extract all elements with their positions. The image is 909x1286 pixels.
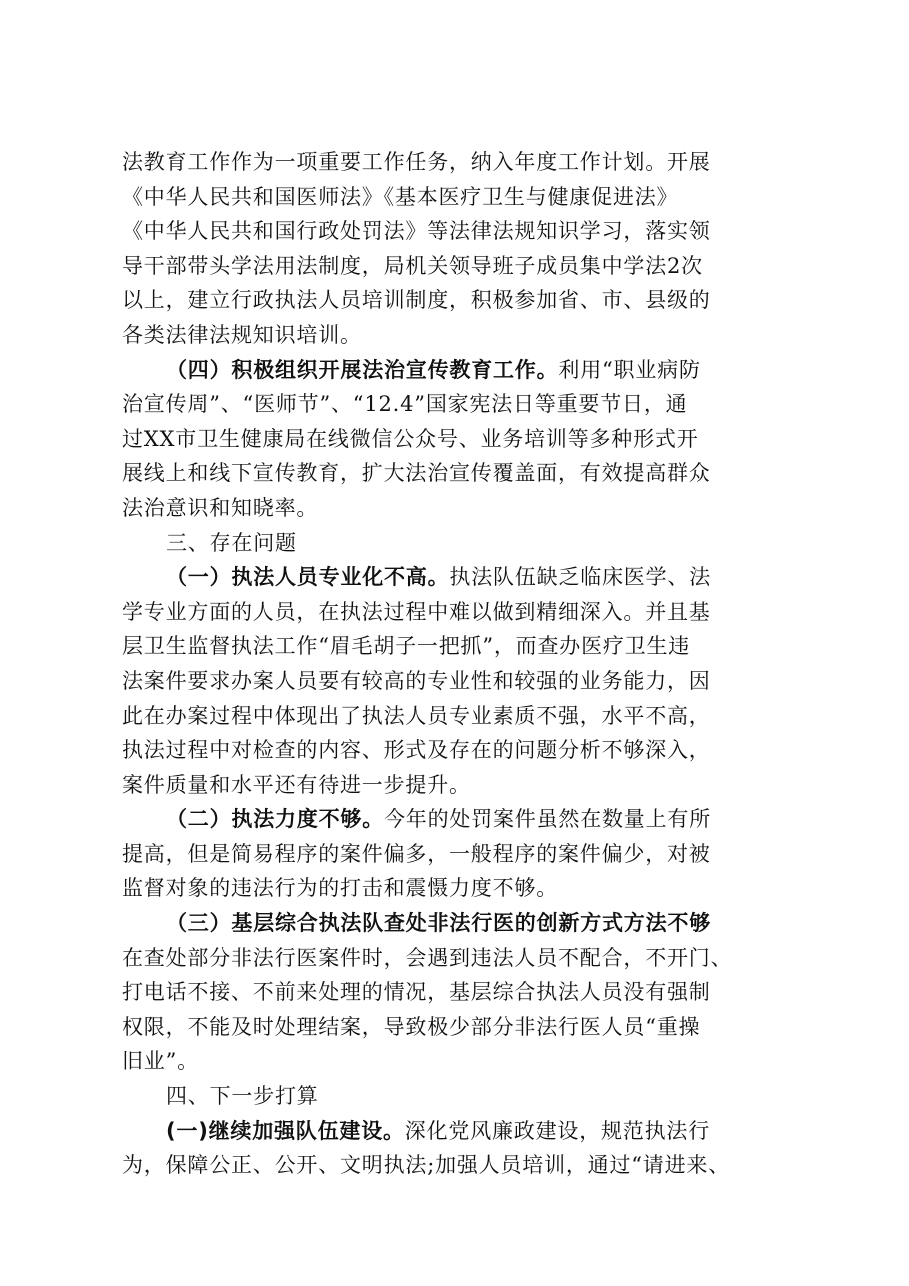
text-line <box>122 871 800 906</box>
text-segment: 导干部带头学法用法制度，局机关领导班子成员集中学法2次 <box>122 253 703 278</box>
text-line <box>122 560 800 595</box>
text-segment: 案件质量和水平还有待进一步提升。 <box>122 772 471 797</box>
document-body <box>122 145 800 1183</box>
text-line <box>122 145 800 180</box>
text-line <box>122 249 800 284</box>
paragraph-lead: （一）执法人员专业化不高。 <box>166 565 450 590</box>
text-segment: 各类法律法规知识培训。 <box>122 322 362 347</box>
text-segment: 执法队伍缺乏临床医学、法 <box>449 565 712 590</box>
text-segment: 《中华人民共和国行政处罚法》等法律法规知识学习，落实领 <box>122 219 711 244</box>
text-segment: 监督对象的违法行为的打击和震慑力度不够。 <box>122 876 558 901</box>
text-line <box>122 491 800 526</box>
text-segment: 权限，不能及时处理结案，导致极少部分非法行医人员“重操 <box>122 1014 701 1039</box>
text-segment: 三、存在问题 <box>166 530 297 555</box>
paragraph-lead: （二）执法力度不够。 <box>166 807 384 832</box>
text-segment: 执法过程中对检查的内容、形式及存在的问题分析不够深入， <box>122 738 711 763</box>
text-line <box>122 768 800 803</box>
text-segment: 法教育工作作为一项重要工作任务，纳入年度工作计划。开展 <box>122 150 711 174</box>
text-line <box>122 180 800 215</box>
text-line <box>122 837 800 872</box>
text-segment: 以上，建立行政执法人员培训制度，积极参加省、市、县级的 <box>122 288 711 313</box>
text-line <box>122 1044 800 1079</box>
text-line <box>122 1010 800 1045</box>
text-segment: 法治意识和知晓率。 <box>122 495 319 520</box>
text-line <box>122 387 800 422</box>
text-segment: 《中华人民共和国医师法》《基本医疗卫生与健康促进法》 <box>122 184 679 209</box>
text-segment: 法案件要求办案人员要有较高的专业性和较强的业务能力，因 <box>122 668 711 693</box>
text-line <box>122 802 800 837</box>
text-line <box>122 595 800 630</box>
text-line <box>122 1114 800 1149</box>
text-segment: 治宣传周”、“医师节”、“12.4”国家宪法日等重要节日，通 <box>122 392 688 417</box>
text-line <box>122 1148 800 1183</box>
text-segment: 学专业方面的人员，在执法过程中难以做到精细深入。并且基 <box>122 599 711 624</box>
text-line <box>122 629 800 664</box>
paragraph-lead: （三）基层综合执法队查处非法行医的创新方式方法不够 <box>166 911 711 936</box>
text-segment: 提高，但是简易程序的案件偏多，一般程序的案件偏少，对被 <box>122 841 711 866</box>
section-heading <box>122 526 800 561</box>
text-segment: 四、下一步打算 <box>166 1084 319 1109</box>
text-line <box>122 664 800 699</box>
text-line <box>122 733 800 768</box>
paragraph-lead: （四）积极组织开展法治宣传教育工作。 <box>166 357 559 382</box>
text-segment: 展线上和线下宣传教育，扩大法治宣传覆盖面，有效提高群众 <box>122 461 711 486</box>
paragraph-lead: (一)继续加强队伍建设。 <box>166 1118 405 1143</box>
text-line <box>122 906 800 941</box>
section-heading <box>122 1079 800 1114</box>
text-line <box>122 456 800 491</box>
text-segment: 为，保障公正、公开、文明执法;加强人员培训，通过“请进来、 <box>122 1153 731 1178</box>
text-line <box>122 975 800 1010</box>
text-segment: 深化党风廉政建设，规范执法行 <box>404 1118 710 1143</box>
text-segment: 旧业”。 <box>122 1049 199 1074</box>
text-segment: 打电话不接、不前来处理的情况，基层综合执法人员没有强制 <box>122 980 711 1005</box>
text-segment: 过XX市卫生健康局在线微信公众号、业务培训等多种形式开 <box>122 426 699 451</box>
text-line <box>122 941 800 976</box>
text-segment: 层卫生监督执法工作“眉毛胡子一把抓”，而查办医疗卫生违 <box>122 634 691 659</box>
text-line <box>122 283 800 318</box>
text-line <box>122 318 800 353</box>
text-line <box>122 214 800 249</box>
text-segment: 今年的处罚案件虽然在数量上有所 <box>384 807 711 832</box>
text-line <box>122 422 800 457</box>
text-segment: 利用“职业病防 <box>558 357 701 382</box>
text-line <box>122 353 800 388</box>
text-segment: 在查处部分非法行医案件时，会遇到违法人员不配合，不开门、 <box>122 945 733 970</box>
text-segment: 此在办案过程中体现出了执法人员专业素质不强，水平不高， <box>122 703 711 728</box>
text-line <box>122 699 800 734</box>
